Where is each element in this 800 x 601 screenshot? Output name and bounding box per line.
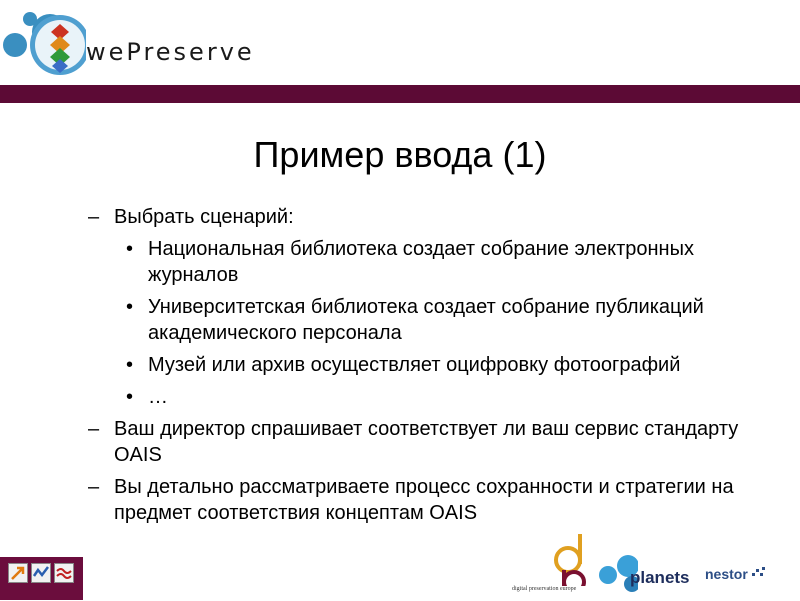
list-item-text: Музей или архив осуществляет оцифровку фотоографий — [148, 354, 681, 376]
list-item — [88, 352, 778, 378]
nestor-dots-icon — [752, 567, 766, 579]
planets-wordmark: planets — [630, 568, 690, 587]
dpe-caption: digital preservation europe — [512, 586, 577, 592]
partner-logo-left-icon — [0, 557, 83, 600]
bullet-marker: • — [126, 296, 134, 318]
list-item — [88, 294, 778, 346]
wepreserve-logo-icon — [0, 0, 86, 86]
dash-marker: – — [88, 418, 100, 440]
header-band — [0, 85, 800, 103]
slide-content — [88, 204, 778, 532]
bullet-marker: • — [126, 354, 134, 376]
list-item-text: … — [148, 386, 168, 408]
list-item-text: Национальная библиотека создает собрание электронных журналов — [148, 238, 694, 286]
dash-marker: – — [88, 206, 100, 228]
list-item — [88, 474, 778, 526]
planets-logo — [598, 548, 698, 596]
brand-name: wePreserve — [86, 38, 255, 66]
nestor-wordmark: nestor — [705, 566, 748, 582]
list-item-text: Ваш директор спрашивает соответствует ли ваш сервис стандарту OAIS — [114, 418, 739, 466]
list-item-text: Вы детально рассматриваете процесс сохранности и стратегии на предмет соответствия концептам OAIS — [114, 476, 734, 524]
wave-tile-icon — [54, 563, 74, 583]
list-item — [88, 204, 778, 230]
list-item-text: Университетская библиотека создает собрание публикаций академического персонала — [148, 296, 704, 344]
chart-tile-icon — [31, 563, 51, 583]
list-item — [88, 416, 778, 468]
list-item-text: Выбрать сценарий: — [114, 206, 294, 228]
slide-title: Пример ввода (1) — [253, 134, 547, 175]
arrow-tile-icon — [8, 563, 28, 583]
dash-marker: – — [88, 476, 100, 498]
dpe-logo-icon — [512, 530, 598, 596]
bullet-marker: • — [126, 238, 134, 260]
list-item — [88, 384, 778, 410]
bullet-marker: • — [126, 386, 134, 408]
nestor-logo — [705, 566, 766, 582]
list-item — [88, 236, 778, 288]
slide-header — [0, 0, 800, 86]
